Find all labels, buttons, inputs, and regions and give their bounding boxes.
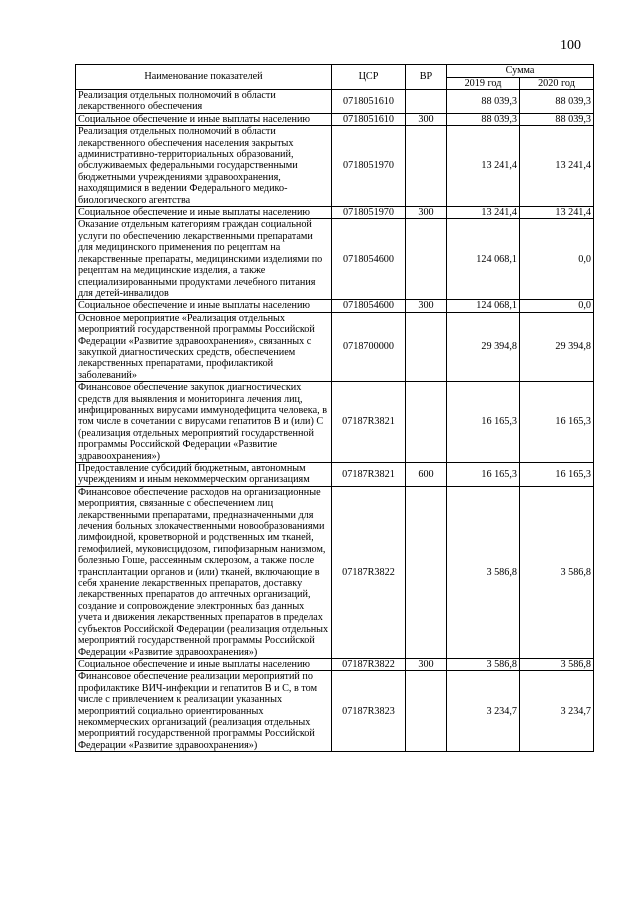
row-csr: 0718051610 (332, 90, 406, 114)
header-sum: Сумма (447, 65, 594, 78)
row-name: Реализация отдельных полномочий в области лекарственного обеспечения населения закрытых административно-территориальных образований, обслуживаемых федеральными государственными бюджетными учреждениями здравоохранения, находящимися в ведении Федерального медико-биологического агентства (76, 126, 332, 207)
row-name: Финансовое обеспечение реализации мероприятий по профилактике ВИЧ-инфекции и гепатитов B и C, в том числе с привлечением к реализации указанных мероприятий социально ориентированных некоммерческих организаций (реализация отдельных мероприятий государственной программы Российской Федерации «Развитие здравоохранения») (76, 671, 332, 752)
row-csr: 07187R3821 (332, 382, 406, 463)
row-sum-2020: 0,0 (520, 219, 594, 300)
row-name: Социальное обеспечение и иные выплаты населению (76, 658, 332, 670)
row-sum-2019: 88 039,3 (447, 113, 520, 125)
row-vr (406, 671, 447, 752)
page-number: 100 (560, 38, 581, 53)
row-sum-2019: 29 394,8 (447, 312, 520, 381)
row-sum-2020: 88 039,3 (520, 113, 594, 125)
table-row (76, 312, 594, 381)
row-sum-2020: 16 165,3 (520, 382, 594, 463)
row-name: Социальное обеспечение и иные выплаты населению (76, 113, 332, 125)
budget-table (75, 64, 594, 752)
row-name: Оказание отдельным категориям граждан социальной услуги по обеспечению лекарственными препаратами для медицинского применения по рецептам на лекарственные препараты, медицинскими изделиями по рецептам на медицинские изделия, а также специализированными продуктами лечебного питания для детей-инвалидов (76, 219, 332, 300)
row-csr: 0718700000 (332, 312, 406, 381)
row-vr: 600 (406, 463, 447, 487)
row-sum-2019: 16 165,3 (447, 463, 520, 487)
row-csr: 0718054600 (332, 300, 406, 312)
row-vr (406, 90, 447, 114)
row-vr (406, 312, 447, 381)
table-row (76, 219, 594, 300)
row-csr: 0718051970 (332, 207, 406, 219)
header-csr: ЦСР (332, 65, 406, 90)
row-vr (406, 126, 447, 207)
row-csr: 07187R3822 (332, 486, 406, 658)
row-csr: 07187R3822 (332, 658, 406, 670)
row-vr (406, 486, 447, 658)
row-sum-2019: 13 241,4 (447, 207, 520, 219)
row-sum-2019: 13 241,4 (447, 126, 520, 207)
row-vr (406, 382, 447, 463)
row-sum-2019: 88 039,3 (447, 90, 520, 114)
row-sum-2020: 0,0 (520, 300, 594, 312)
row-csr: 07187R3823 (332, 671, 406, 752)
row-csr: 07187R3821 (332, 463, 406, 487)
row-sum-2019: 3 586,8 (447, 486, 520, 658)
row-sum-2020: 3 586,8 (520, 658, 594, 670)
row-name: Социальное обеспечение и иные выплаты населению (76, 207, 332, 219)
row-csr: 0718051970 (332, 126, 406, 207)
table-row (76, 300, 594, 312)
table-row (76, 463, 594, 487)
row-vr: 300 (406, 658, 447, 670)
row-sum-2019: 16 165,3 (447, 382, 520, 463)
table-row (76, 126, 594, 207)
row-sum-2019: 124 068,1 (447, 219, 520, 300)
row-csr: 0718054600 (332, 219, 406, 300)
row-name: Предоставление субсидий бюджетным, автономным учреждениям и иным некоммерческим организациям (76, 463, 332, 487)
row-vr: 300 (406, 207, 447, 219)
row-name: Финансовое обеспечение закупок диагностических средств для выявления и мониторинга лечения лиц, инфицированных вирусами иммунодефицита человека, в том числе в сочетании с вирусами гепатитов B и (или) C (реализация отдельных мероприятий государственной программы Российской Федерации «Развитие здравоохранения») (76, 382, 332, 463)
row-vr: 300 (406, 113, 447, 125)
row-sum-2019: 3 586,8 (447, 658, 520, 670)
row-name: Финансовое обеспечение расходов на организационные мероприятия, связанные с обеспечением лиц лекарственными препаратами, предназначенными для лечения больных злокачественными новообразованиями лимфоидной, кроветворной и родственных им тканей, гемофилией, муковисцидозом, гипофизарным нанизмом, болезнью Гоше, рассеянным склерозом, а также после трансплантации органов и (или) тканей, включающие в себя хранение лекарственных препаратов, доставку лекарственных препаратов до аптечных организаций, создание и сопровождение электронных баз данных учета и движения лекарственных препаратов в пределах субъектов Российской Федерации (реализация отдельных мероприятий государственной программы Российской Федерации «Развитие здравоохранения») (76, 486, 332, 658)
header-vr: ВР (406, 65, 447, 90)
table-row (76, 671, 594, 752)
row-sum-2019: 124 068,1 (447, 300, 520, 312)
row-sum-2020: 13 241,4 (520, 207, 594, 219)
row-sum-2020: 16 165,3 (520, 463, 594, 487)
row-name: Реализация отдельных полномочий в области лекарственного обеспечения (76, 90, 332, 114)
row-sum-2019: 3 234,7 (447, 671, 520, 752)
header-year-2020: 2020 год (520, 77, 594, 90)
row-sum-2020: 3 586,8 (520, 486, 594, 658)
row-csr: 0718051610 (332, 113, 406, 125)
row-sum-2020: 88 039,3 (520, 90, 594, 114)
row-sum-2020: 13 241,4 (520, 126, 594, 207)
table-row (76, 382, 594, 463)
table-row (76, 486, 594, 658)
table-row (76, 113, 594, 125)
table-row (76, 207, 594, 219)
row-vr (406, 219, 447, 300)
table-row (76, 90, 594, 114)
row-sum-2020: 3 234,7 (520, 671, 594, 752)
header-name: Наименование показателей (76, 65, 332, 90)
row-vr: 300 (406, 300, 447, 312)
table-row (76, 658, 594, 670)
row-name: Социальное обеспечение и иные выплаты населению (76, 300, 332, 312)
row-name: Основное мероприятие «Реализация отдельных мероприятий государственной программы Российской Федерации «Развитие здравоохранения», связанных с закупкой диагностических средств, обеспечением лекарственных препаратами, профилактикой заболеваний» (76, 312, 332, 381)
header-year-2019: 2019 год (447, 77, 520, 90)
row-sum-2020: 29 394,8 (520, 312, 594, 381)
